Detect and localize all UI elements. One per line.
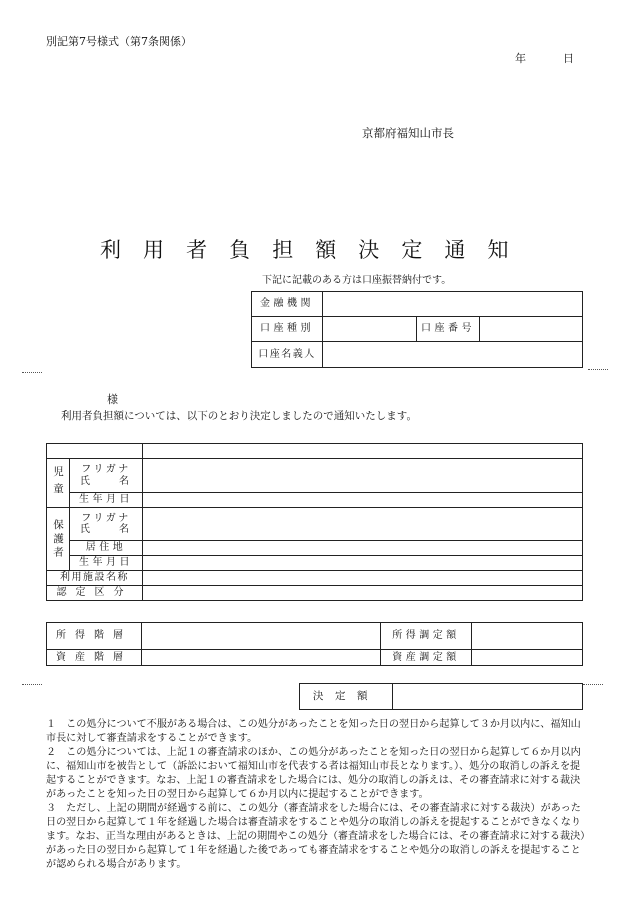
guardian-birth-label: 生年月日 bbox=[70, 556, 143, 571]
income-bracket-label: 所得階層 bbox=[47, 623, 142, 650]
child-birth-label: 生年月日 bbox=[70, 493, 143, 508]
guardian-name-label: 氏 名 bbox=[80, 524, 132, 535]
account-holder-value[interactable] bbox=[323, 342, 583, 368]
category-label: 認定区分 bbox=[47, 586, 143, 601]
guardian-name-value[interactable] bbox=[143, 508, 583, 541]
account-type-value[interactable] bbox=[323, 317, 417, 342]
fold-mark-right-2 bbox=[583, 684, 603, 685]
note-3: ３ ただし、上記の期間が経過する前に、この処分（審査請求をした場合には、その審査請求に対する裁決）があった日の翌日から起算して１年を経過した場合は審査請求をすることや処分の取消しの訴えを提起することができなくなります。なお、正当な理由があるときは、上記の期間やこの処分（審査請求をした場合には、その審査請求に対する裁決）があった日の翌日から起算して１年を経過した後であっても審査請求をすることや処分の取消しの訴えを提起することが認められる場合があります。 bbox=[46, 803, 586, 870]
header-blank-cell bbox=[47, 444, 143, 459]
account-holder-label: 口座名義人 bbox=[252, 342, 323, 368]
child-furigana-name-label bbox=[70, 459, 143, 493]
fold-mark-left-1 bbox=[22, 372, 42, 373]
date-day-label: 日 bbox=[563, 52, 574, 65]
decided-amount-table bbox=[299, 683, 583, 710]
issuer: 京都府福知山市長 bbox=[362, 126, 454, 140]
appeal-notes bbox=[46, 718, 586, 872]
guardian-address-value[interactable] bbox=[143, 541, 583, 556]
recipient-suffix: 様 bbox=[107, 393, 118, 406]
asset-adjust-value[interactable] bbox=[472, 650, 583, 666]
child-name-label: 氏 名 bbox=[80, 475, 132, 487]
asset-bracket-value[interactable] bbox=[142, 650, 381, 666]
income-adjust-value[interactable] bbox=[472, 623, 583, 650]
bank-institution-value[interactable] bbox=[323, 292, 583, 317]
child-birth-value[interactable] bbox=[143, 493, 583, 508]
asset-adjust-label: 資産調定額 bbox=[381, 650, 472, 666]
fold-mark-right-1 bbox=[588, 369, 608, 370]
facility-label: 利用施設名称 bbox=[47, 571, 143, 586]
guardian-furigana-label: フリガナ bbox=[81, 512, 131, 524]
fold-mark-left-2 bbox=[22, 684, 42, 685]
facility-value[interactable] bbox=[143, 571, 583, 586]
guardian-address-label: 居住地 bbox=[70, 541, 143, 556]
income-table bbox=[46, 622, 583, 666]
guardian-group-label: 保護者 bbox=[47, 508, 70, 571]
decided-amount-label: 決定額 bbox=[300, 684, 393, 710]
category-value[interactable] bbox=[143, 586, 583, 601]
bank-institution-label: 金融機関 bbox=[252, 292, 323, 317]
asset-bracket-label: 資産階層 bbox=[47, 650, 142, 666]
decided-amount-value[interactable] bbox=[393, 684, 583, 710]
child-name-value[interactable] bbox=[143, 459, 583, 493]
bank-notice: 下記に記載のある方は口座振替納付です。 bbox=[262, 275, 452, 286]
date-year-label: 年 bbox=[515, 52, 526, 65]
bank-account-table bbox=[251, 291, 583, 368]
intro-text: 利用者負担額については、以下のとおり決定しましたので通知いたします。 bbox=[61, 410, 417, 422]
page-title: 利用者負担額決定通知 bbox=[100, 238, 531, 262]
guardian-birth-value[interactable] bbox=[143, 556, 583, 571]
child-furigana-label: フリガナ bbox=[81, 464, 131, 475]
account-number-label: 口座番号 bbox=[417, 317, 480, 342]
child-group-label: 児童 bbox=[47, 459, 70, 508]
income-bracket-value[interactable] bbox=[142, 623, 381, 650]
account-number-value[interactable] bbox=[480, 317, 583, 342]
recipient-info-table bbox=[46, 443, 583, 601]
income-adjust-label: 所得調定額 bbox=[381, 623, 472, 650]
note-2: ２ この処分については、上記１の審査請求のほか、この処分があったことを知った日の翌日から起算して６か月以内に、福知山市を被告として（訴訟において福知山市を代表する者は福知山市長となります。）、処分の取消しの訴えを提起することができます。なお、上記１の審査請求をした場合には、処分の取消しの訴えは、その審査請求に対する裁決があったことを知った日の翌日から起算して６か月以内に提起することができます。 bbox=[46, 747, 581, 800]
guardian-furigana-name-label bbox=[70, 508, 143, 541]
note-1: １ この処分について不服がある場合は、この処分があったことを知った日の翌日から起算して３か月以内に、福知山市長に対して審査請求をすることができます。 bbox=[46, 719, 581, 744]
form-id: 別記第7号様式（第7条関係） bbox=[46, 35, 192, 48]
header-blank-value bbox=[143, 444, 583, 459]
account-type-label: 口座種別 bbox=[252, 317, 323, 342]
